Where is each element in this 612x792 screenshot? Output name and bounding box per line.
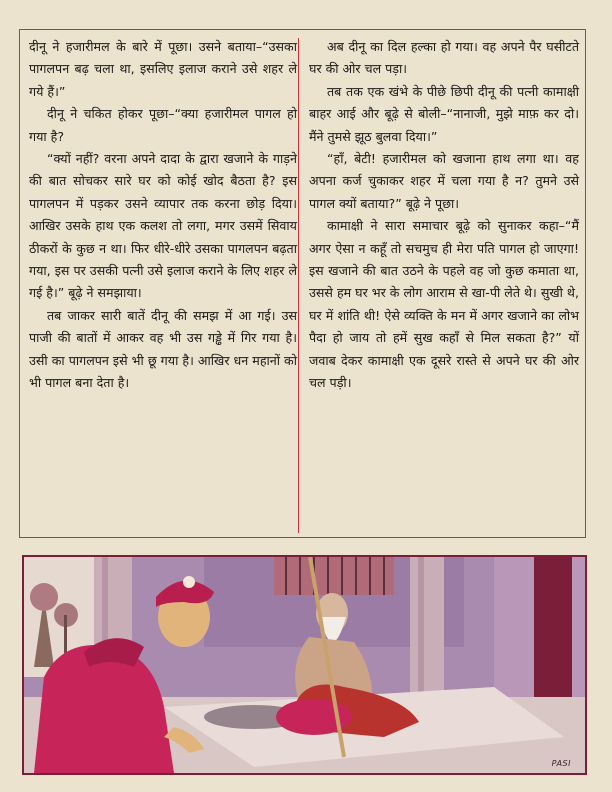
window [274,557,394,595]
paragraph: “क्यों नहीं? वरना अपने दादा के द्वारा खजाने के गाड़ने की बात सोचकर सारे घर को कोई खोद बैठता है? इस पागलपन में पड़कर उसने व्यापार तक करना छोड़ दिया। आखिर उसके हाथ एक कलश तो लगा, मगर उसमें सिवाय ठीकरों के कुछ न था। फिर धीरे-धीरे उसका पागलपन बढ़ता गया, इस पर उसकी पत्नी उसे इलाज कराने के लिए शहर ले गई है।” बूढ़े ने समझाया। [29,151,297,301]
illustration-scene [24,557,585,773]
story-illustration [22,555,587,775]
column-divider [298,38,299,533]
paragraph: अब दीनू का दिल हल्का हो गया। वह अपने पैर घसीटते घर की ओर चल पड़ा। [309,39,579,77]
paragraph: दीनू ने चकित होकर पूछा–“क्या हजारीमल पागल हो गया है? [29,106,297,144]
paragraph: “हाँ, बेटी! हजारीमल को खजाना हाथ लगा था। वह अपना कर्ज चुकाकर शहर में चला गया है न? तुमने उसे पागल क्यों बताया?” बूढ़े ने पूछा। [309,151,579,211]
paragraph: तब जाकर सारी बातें दीनू की समझ में आ गई। उस पाजी की बातों में आकर वह भी उस गड्ढे में गिर गया है। उसी का पागलपन इसे भी छू गया है। आखिर धन महानों को भी पागल बना देता है। [29,307,297,391]
right-column [309,36,579,395]
artist-signature: PASI [551,759,571,768]
paragraph: कामाक्षी ने सारा समाचार बूढ़े को सुनाकर कहा–“मैं अगर ऐसा न कहूँ तो सचमुच ही मेरा पति पागल हो जाएगा! इस खजाने की बात उठने के पहले वह जो कुछ कमाता था, उससे हम घर भर के लोग आराम से खा-पी लेते थे। सुखी थे, घर में शांति थी! ऐसे व्यक्ति के मन में अगर खजाने का लोभ पैदा हो जाय तो हमें सुख कहाँ से मिल सकता है?” यों जवाब देकर कामाक्षी एक दूसरे रास्ते से अपने घर की ओर चल पड़ी। [309,218,579,391]
paragraph: दीनू ने हजारीमल के बारे में पूछा। उसने बताया–“उसका पागलपन बढ़ चला था, इसलिए इलाज कराने उसे शहर ले गये हैं।” [29,39,297,99]
paragraph: तब तक एक खंभे के पीछे छिपी दीनू की पत्नी कामाक्षी बाहर आई और बूढ़े से बोली–“नानाजी, मुझे माफ़ कर दो। मैंने तुमसे झूठ बुलवा दिया।” [309,83,579,144]
pillar [410,557,444,707]
left-column [29,36,297,395]
